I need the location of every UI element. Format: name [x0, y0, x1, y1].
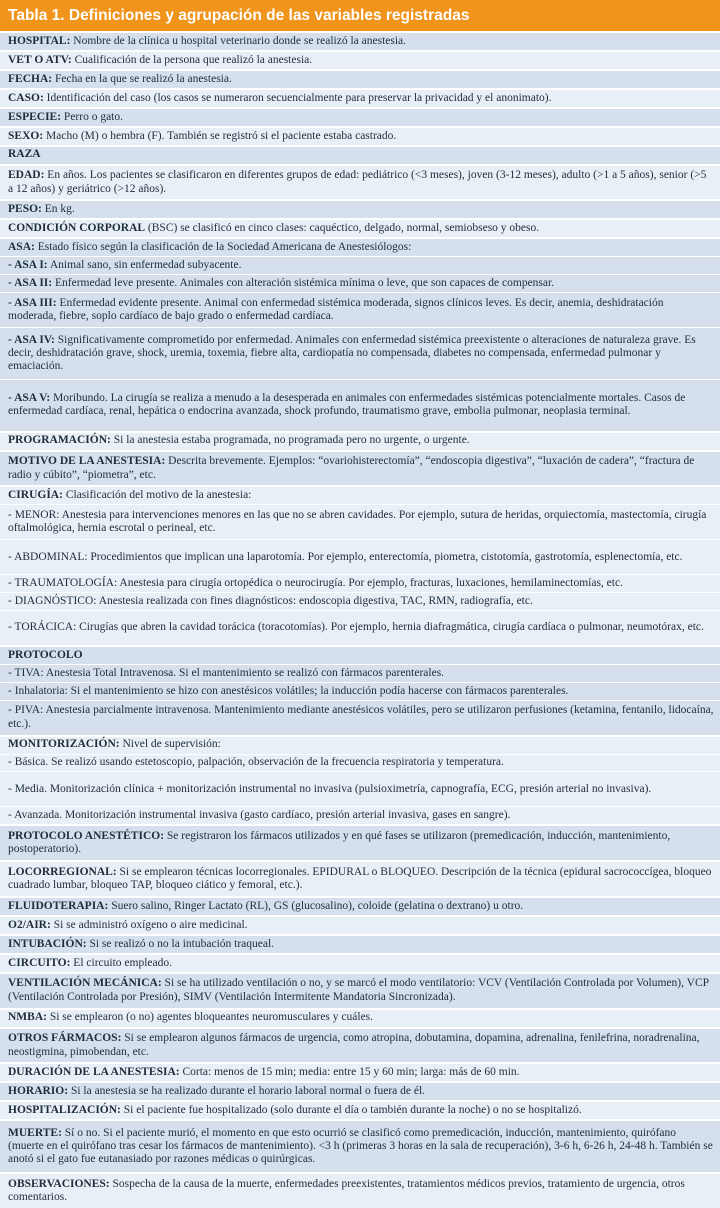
row-term: CIRCUITO:	[8, 956, 71, 969]
row-term: VET O ATV:	[8, 53, 72, 66]
table-row	[0, 237, 720, 256]
table-row	[0, 485, 720, 504]
row-description: - ABDOMINAL: Procedimientos que implican una laparotomía. Por ejemplo, enterectomía, piometra, cistotomía, gastrotomía, esplenectomía, etc.	[8, 550, 683, 563]
table-row	[0, 682, 720, 700]
table-row	[0, 199, 720, 218]
row-term: ASA:	[8, 241, 35, 254]
row-text	[8, 649, 83, 662]
row-term: CONDICIÓN CORPORAL	[8, 222, 146, 235]
table-row	[0, 771, 720, 806]
table-row	[0, 806, 720, 824]
row-text	[8, 54, 312, 67]
table-row	[0, 431, 720, 450]
row-term: CASO:	[8, 91, 44, 104]
row-term: VENTILACIÓN MECÁNICA:	[8, 977, 162, 990]
row-description: (BSC) se clasificó en cinco clases: caquéctico, delgado, normal, semiobseso y obeso.	[145, 222, 540, 235]
table-row	[0, 126, 720, 145]
row-text	[8, 148, 41, 161]
row-text	[8, 35, 406, 48]
row-term: - ASA IV:	[8, 333, 55, 346]
row-description: Clasificación del motivo de la anestesia:	[62, 489, 252, 502]
row-term: HOSPITALIZACIÓN:	[8, 1104, 121, 1117]
table-row	[0, 896, 720, 915]
row-term: - ASA III:	[8, 296, 57, 309]
row-description: Si el paciente fue hospitalizado (solo durante el día o también durante la noche) o no se hospitalizó.	[120, 1104, 582, 1117]
row-description: Si se emplearon técnicas locorregionales. EPIDURAL o BLOQUEO. Descripción de la técnica (epidural sacrococcígea, bloqueo cuadrado lumbar, bloqueo TAP, bloqueo ciático y femoral, etc.).	[8, 865, 712, 892]
row-term: PROTOCOLO	[8, 648, 83, 661]
row-description: Si la anestesia estaba programada, no programada pero no urgente, o urgente.	[110, 434, 470, 447]
row-text	[8, 577, 623, 590]
table-row	[0, 1008, 720, 1027]
row-description: Identificación del caso (los casos se numeraron secuencialmente para preservar la privacidad y el anonimato).	[43, 91, 552, 104]
row-text	[8, 830, 714, 856]
table-row	[0, 274, 720, 292]
row-text	[8, 621, 704, 634]
row-term: SEXO:	[8, 129, 44, 142]
row-description: - DIAGNÓSTICO: Anestesia realizada con fines diagnósticos: endoscopia digestiva, TAC, RMN, radiografía, etc.	[8, 594, 533, 607]
row-description: Corta: menos de 15 min; media: entre 15 y 60 min; larga: más de 60 min.	[179, 1066, 520, 1079]
row-description: - Inhalatoria: Si el mantenimiento se hizo con anestésicos volátiles; la inducción podía hacerse con fármacos parenterales.	[8, 684, 569, 697]
row-description: En años. Los pacientes se clasificaron en diferentes grupos de edad: pediátrico (<3 meses), joven (3-12 meses), adulto (>1 a 5 años), senior (>5 a 12 años) y geriátrico (>12 años).	[8, 169, 707, 195]
table-row	[0, 664, 720, 682]
row-term: LOCORREGIONAL:	[8, 865, 117, 878]
table-body	[0, 31, 720, 1208]
row-term: DURACIÓN DE LA ANESTESIA:	[8, 1066, 180, 1079]
table-row	[0, 145, 720, 164]
row-description: El circuito empleado.	[70, 956, 172, 969]
table-row	[0, 450, 720, 486]
row-text	[8, 938, 274, 951]
row-text	[8, 919, 248, 932]
row-description: - PIVA: Anestesia parcialmente intravenosa. Mantenimiento mediante anestésicos volátiles, pero se utilizaron perfusiones (ketamina, fentanilo, lidocaína, etc.).	[8, 704, 714, 730]
table-row	[0, 292, 720, 327]
row-text	[8, 1066, 520, 1079]
row-text	[8, 259, 241, 272]
row-text	[8, 783, 651, 796]
table-row	[0, 645, 720, 664]
table-row	[0, 539, 720, 574]
row-text	[8, 509, 714, 535]
table-row	[0, 1062, 720, 1081]
row-text	[8, 866, 714, 892]
row-term: PROGRAMACIÓN:	[8, 434, 111, 447]
row-description: En kg.	[41, 203, 75, 216]
table-row	[0, 1100, 720, 1119]
row-text	[8, 1032, 714, 1058]
table-row	[0, 88, 720, 107]
row-term: - ASA V:	[8, 392, 51, 405]
table-row	[0, 953, 720, 972]
row-text	[8, 1178, 714, 1204]
row-text	[8, 551, 683, 564]
row-text	[8, 957, 172, 970]
row-term: - ASA II:	[8, 277, 53, 290]
table-row	[0, 824, 720, 860]
row-term: - ASA I:	[8, 259, 48, 272]
row-description: Descrita brevemente. Ejemplos: “ovariohisterectomía”, “endoscopia digestiva”, “luxación de cadera”, “fractura de radio y cúbito”, “piometra”, etc.	[8, 455, 695, 481]
table-row	[0, 972, 720, 1008]
row-text	[8, 169, 714, 195]
row-text	[8, 434, 470, 447]
row-description: - Básica. Se realizó usando estetoscopio, palpación, observación de la frecuencia respiratoria y temperatura.	[8, 756, 504, 769]
row-term: MOTIVO DE LA ANESTESIA:	[8, 455, 166, 468]
row-term: RAZA	[8, 148, 41, 161]
table-row	[0, 164, 720, 200]
row-text	[8, 130, 396, 143]
table-row	[0, 69, 720, 88]
row-term: NMBA:	[8, 1011, 47, 1024]
table-row	[0, 31, 720, 50]
row-text	[8, 297, 714, 323]
row-description: Se registraron los fármacos utilizados y en qué fases se utilizaron (premedicación, inducción, mantenimiento, postoperatorio).	[8, 829, 671, 856]
table-row	[0, 504, 720, 539]
row-description: Enfermedad leve presente. Animales con alteración sistémica mínima o leve, que son capaces de compensar.	[52, 277, 555, 290]
row-description: - TIVA: Anestesia Total Intravenosa. Si el mantenimiento se realizó con fármacos parenterales.	[8, 666, 445, 679]
table-row	[0, 379, 720, 431]
row-term: FECHA:	[8, 72, 53, 85]
row-text	[8, 595, 533, 608]
row-text	[8, 977, 714, 1003]
row-text	[8, 1104, 582, 1117]
row-term: OBSERVACIONES:	[8, 1177, 110, 1190]
row-text	[8, 704, 714, 730]
row-text	[8, 203, 75, 216]
row-text	[8, 1085, 425, 1098]
table-row	[0, 256, 720, 274]
row-description: - TORÁCICA: Cirugías que abren la cavidad torácica (toracotomías). Por ejemplo, hernia diafragmática, cirugía cardíaca o pulmonar, neumotórax, etc.	[8, 621, 704, 634]
row-text	[8, 809, 510, 822]
row-description: - MENOR: Anestesia para intervenciones menores en las que no se abren cavidades. Por ejemplo, sutura de heridas, orquiectomía, mastectomía, cirugía oftalmológica, hernia escrotal o perineal, etc.	[8, 509, 707, 535]
row-description: - TRAUMATOLOGÍA: Anestesia para cirugía ortopédica o neurocirugía. Por ejemplo, fracturas, luxaciones, hemilaminectomías, etc.	[8, 576, 623, 589]
row-description: Si se administró oxígeno o aire medicinal.	[50, 918, 248, 931]
row-description: Sospecha de la causa de la muerte, enfermedades preexistentes, tratamientos médicos previos, tratamiento de urgencia, otros comentarios.	[8, 1177, 685, 1203]
row-text	[8, 489, 251, 502]
row-term: OTROS FÁRMACOS:	[8, 1032, 122, 1045]
row-text	[8, 92, 551, 105]
row-text	[8, 222, 539, 235]
row-description: Perro o gato.	[61, 110, 124, 123]
row-description: Si la anestesia se ha realizado durante el horario laboral normal o fuera de él.	[68, 1085, 426, 1098]
row-description: Nivel de supervisión:	[119, 738, 221, 751]
row-description: Macho (M) o hembra (F). También se registró si el paciente estaba castrado.	[43, 129, 397, 142]
row-term: INTUBACIÓN:	[8, 937, 87, 950]
table-row	[0, 934, 720, 953]
row-text	[8, 111, 123, 124]
row-description: Enfermedad evidente presente. Animal con enfermedad sistémica moderada, signos clínicos leves. Es decir, anemia, deshidratación moderada, fiebre, soplo cardíaco de bajo grado o enfermedad cardíaca.	[8, 296, 664, 323]
row-term: HORARIO:	[8, 1085, 69, 1098]
row-description: Moribundo. La cirugía se realiza a menudo a la desesperada en animales con enfermedades sistémicas potencialmente mortales. Casos de enfermedad cardíaca, renal, hepática o endocrina avanzada, shock profundo, traumatismo grave, embolia pulmonar, neoplasia terminal.	[8, 392, 686, 418]
row-term: PESO:	[8, 203, 42, 216]
row-description: - Avanzada. Monitorización instrumental invasiva (gasto cardíaco, presión arterial invasiva, gases en sangre).	[8, 809, 511, 822]
row-text	[8, 756, 504, 769]
table-row	[0, 860, 720, 896]
table-row	[0, 1027, 720, 1063]
row-text	[8, 738, 221, 751]
row-text	[8, 667, 444, 680]
row-text	[8, 277, 554, 290]
row-text	[8, 73, 232, 86]
row-term: O2/AIR:	[8, 918, 51, 931]
table-row	[0, 50, 720, 69]
row-description: - Media. Monitorización clínica + monitorización instrumental no invasiva (pulsioximetría, capnografía, ECG, presión arterial no invasiva).	[8, 782, 652, 795]
row-text	[8, 241, 411, 254]
row-term: FLUIDOTERAPIA:	[8, 899, 109, 912]
row-description: Si se emplearon algunos fármacos de urgencia, como atropina, dobutamina, dopamina, adrenalina, fenilefrina, noradrenalina, neostigmina, pimobendan, etc.	[8, 1032, 700, 1058]
table-row	[0, 1119, 720, 1172]
table-row	[0, 107, 720, 126]
row-description: Nombre de la clínica u hospital veterinario donde se realizó la anestesia.	[70, 34, 407, 47]
table-row	[0, 1081, 720, 1100]
row-text	[8, 1127, 714, 1167]
table-row	[0, 327, 720, 379]
row-term: HOSPITAL:	[8, 34, 71, 47]
row-text	[8, 685, 568, 698]
row-description: Fecha en la que se realizó la anestesia.	[52, 72, 232, 85]
table-row	[0, 610, 720, 645]
table-title: Tabla 1. Definiciones y agrupación de las variables registradas	[0, 0, 720, 31]
row-description: Suero salino, Ringer Lactato (RL), GS (glucosalino), coloide (gelatina o dextrano) u otro.	[108, 899, 524, 912]
row-term: EDAD:	[8, 169, 45, 182]
row-description: Estado físico según la clasificación de la Sociedad Americana de Anestesiólogos:	[34, 241, 412, 254]
table-row	[0, 574, 720, 592]
row-term: MONITORIZACIÓN:	[8, 738, 120, 751]
row-description: Si se emplearon (o no) agentes bloqueantes neuromusculares y cuáles.	[46, 1011, 374, 1024]
row-description: Animal sano, sin enfermedad subyacente.	[47, 259, 242, 272]
table-row	[0, 700, 720, 735]
row-text	[8, 455, 714, 481]
table-row	[0, 915, 720, 934]
row-text	[8, 1011, 373, 1024]
row-text	[8, 392, 714, 418]
row-text	[8, 334, 714, 374]
row-text	[8, 900, 523, 913]
row-description: Si se ha utilizado ventilación o no, y se marcó el modo ventilatorio: VCV (Ventilación Controlada por Volumen), VCP (Ventilación Controlada por Presión), SIMV (Ventilación Intermitente Mandatoria Sincronizada).	[8, 977, 709, 1003]
row-term: PROTOCOLO ANESTÉTICO:	[8, 829, 165, 842]
table-row	[0, 754, 720, 772]
row-description: Cualificación de la persona que realizó la anestesia.	[71, 53, 313, 66]
table-row	[0, 1172, 720, 1208]
row-term: MUERTE:	[8, 1126, 62, 1139]
row-term: ESPECIE:	[8, 110, 62, 123]
table-row	[0, 735, 720, 754]
row-description: Significativamente comprometido por enfermedad. Animales con enfermedad sistémica preexistente o alteraciones de naturaleza grave. Es decir, deshidratación grave, shock, uremia, toxemia, fiebre alta, cardiopatía no compensada, diabetes no compensada, enfermedad pulmonar y emaciación.	[8, 333, 696, 372]
table-row	[0, 218, 720, 237]
row-description: Sí o no. Si el paciente murió, el momento en que esto ocurrió se clasificó como premedicación, inducción, mantenimiento, quirófano (muerte en el quirófano tras cesar los fármacos de mantenimiento). <3 h (primeras 3 horas en la sala de recuperación), 3-6 h, 6-26 h, 24-48 h. También se anotó si el gato fue eutanasiado por razones médicas o quirúrgicas.	[8, 1126, 713, 1166]
row-description: Si se realizó o no la intubación traqueal.	[86, 937, 275, 950]
table-row	[0, 592, 720, 610]
row-term: CIRUGÍA:	[8, 489, 63, 502]
